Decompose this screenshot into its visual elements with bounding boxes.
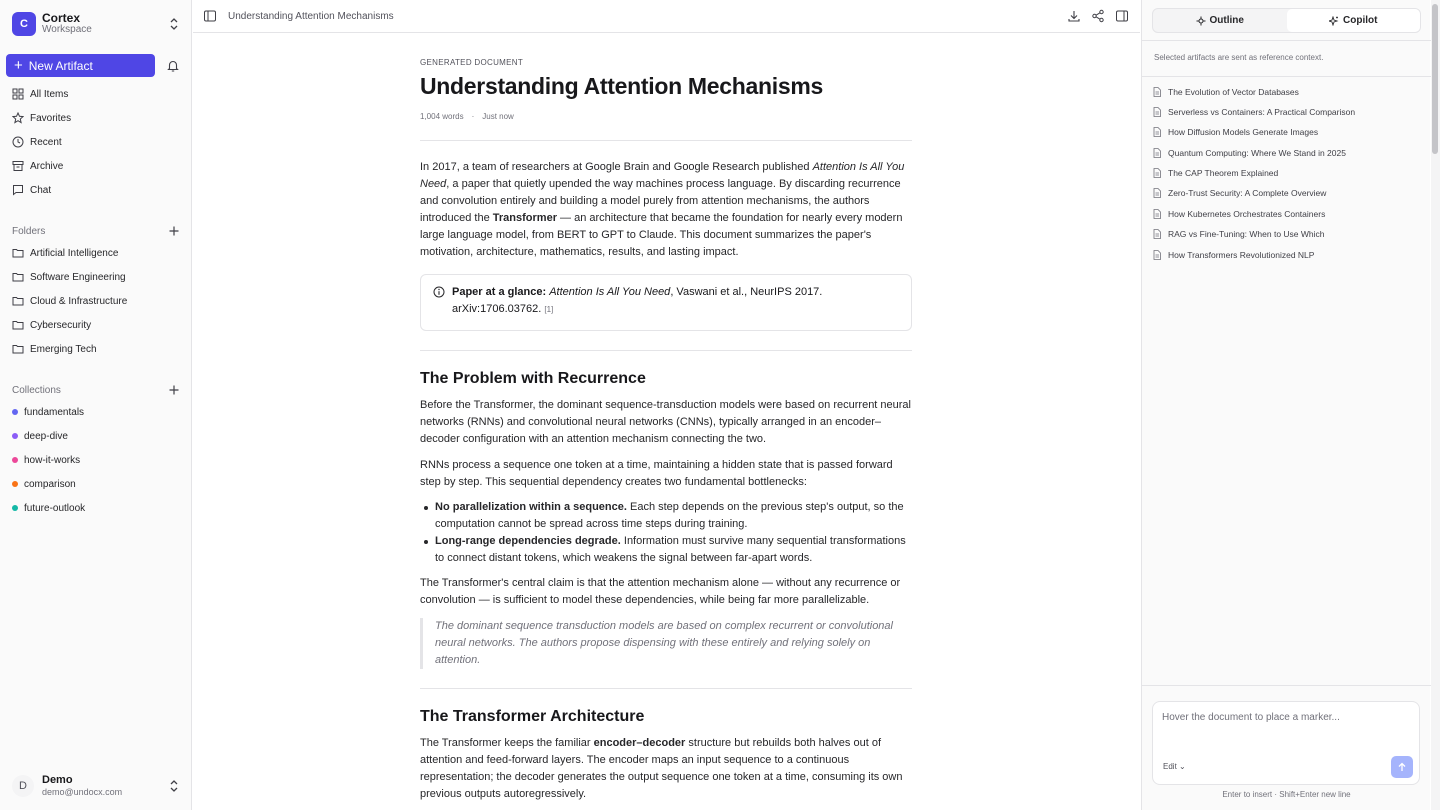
paragraph	[420, 735, 912, 803]
callout-citation: , Vaswani et al., NeurIPS 2017. arXiv:1706.03762.	[452, 286, 823, 315]
collections-heading: Collections	[12, 385, 61, 396]
collection-dot	[12, 457, 18, 463]
scrollbar[interactable]	[1431, 0, 1440, 810]
document-icon	[1152, 148, 1162, 158]
workspace-subtitle: Workspace	[42, 24, 92, 35]
tab-outline[interactable]	[1153, 9, 1287, 32]
collection-label: future-outlook	[24, 502, 86, 514]
folder-icon	[12, 343, 24, 355]
document-icon	[1152, 168, 1162, 178]
bullet-bold: Long-range dependencies degrade.	[435, 535, 621, 547]
download-icon[interactable]	[1067, 9, 1081, 23]
divider	[1142, 76, 1431, 77]
add-folder-icon[interactable]	[168, 225, 180, 237]
paragraph: Before the Transformer, the dominant sequence-transduction models were based on recurrent neural networks (RNNs) and convolutional neural networks (CNNs), typically arranged in an encoder–decoder configuration with an attention mechanism connecting the two.	[420, 399, 911, 445]
intro-paragraph	[420, 159, 912, 261]
arrow-up-icon	[1397, 762, 1407, 772]
star-icon	[12, 112, 24, 124]
top-bar	[193, 0, 1140, 33]
document	[420, 58, 912, 803]
add-collection-icon[interactable]	[168, 384, 180, 396]
paragraph: The Transformer's central claim is that the attention mechanism alone — without any recurrence or convolution — is sufficient to model these dependencies, while being far more parallelizable.	[420, 577, 901, 606]
nav-recent[interactable]	[12, 133, 62, 151]
collection-dot	[12, 505, 18, 511]
callout-paper: Attention Is All You Need	[549, 286, 671, 298]
folder-item[interactable]	[12, 340, 97, 358]
chevron-up-down-icon	[168, 16, 180, 32]
artifact-item[interactable]	[1152, 105, 1355, 119]
grid-icon	[12, 88, 24, 100]
tab-label: Copilot	[1343, 15, 1378, 26]
collection-item[interactable]	[12, 499, 85, 517]
scrollbar-thumb[interactable]	[1432, 4, 1438, 154]
collection-item[interactable]	[12, 475, 76, 493]
outline-icon	[1196, 16, 1206, 26]
mode-label: Edit	[1163, 762, 1177, 771]
sparkles-icon	[1329, 16, 1339, 26]
workspace-logo: C	[12, 12, 36, 36]
doc-eyebrow: GENERATED DOCUMENT	[420, 58, 524, 67]
text: structure but rebuilds both halves out of attention and feed-forward layers. The encoder maps an input sequence to a continuous representation; the decoder generates the output sequence one token at a time, consuming its own previous outputs autoregressively.	[420, 737, 903, 800]
folder-icon	[12, 295, 24, 307]
artifact-item[interactable]	[1152, 166, 1278, 180]
folders-heading: Folders	[12, 226, 46, 237]
document-icon	[1152, 87, 1162, 97]
footnote-ref[interactable]: [1]	[544, 305, 554, 314]
new-artifact-button[interactable]	[6, 54, 155, 77]
list-item	[435, 533, 912, 567]
user-email: demo@undocx.com	[42, 787, 123, 797]
text: The Transformer keeps the familiar	[420, 737, 594, 749]
blockquote: The dominant sequence transduction models are based on complex recurrent or convolutional neural networks. The authors propose dispensing with these entirely and relying solely on attention.	[420, 618, 912, 669]
plus-icon: +	[14, 57, 23, 74]
section-heading: The Problem with Recurrence	[420, 370, 646, 387]
artifact-title: How Kubernetes Orchestrates Containers	[1168, 209, 1326, 219]
folder-label: Artificial Intelligence	[30, 247, 119, 259]
user-menu[interactable]	[12, 772, 182, 800]
bullet-bold: No parallelization within a sequence.	[435, 501, 627, 513]
divider	[420, 350, 912, 351]
copilot-composer[interactable]	[1152, 701, 1420, 785]
collection-dot	[12, 409, 18, 415]
panel-tabs	[1152, 8, 1421, 33]
chat-icon	[12, 184, 24, 196]
collection-label: how-it-works	[24, 454, 81, 466]
breadcrumb: Understanding Attention Mechanisms	[228, 11, 394, 22]
collection-label: deep-dive	[24, 430, 68, 442]
doc-timestamp: Just now	[482, 112, 514, 121]
composer-input[interactable]: Hover the document to place a marker...	[1162, 712, 1340, 723]
composer-hint: Enter to insert · Shift+Enter new line	[1222, 790, 1351, 799]
workspace-switcher[interactable]	[12, 11, 182, 37]
bullet-text: Each step depends on the previous step's output, so the computation cannot be spread across time steps during training.	[435, 501, 904, 530]
folder-label: Software Engineering	[30, 271, 126, 283]
artifact-title: How Diffusion Models Generate Images	[1168, 127, 1319, 137]
user-name: Demo	[42, 774, 73, 786]
tab-copilot[interactable]	[1287, 9, 1421, 32]
paragraph: RNNs process a sequence one token at a time, maintaining a hidden state that is passed forward step by step. This sequential dependency creates two fundamental bottlenecks:	[420, 459, 893, 488]
artifact-title: The CAP Theorem Explained	[1168, 168, 1279, 178]
nav-label: Chat	[30, 184, 52, 196]
nav-label: Favorites	[30, 112, 72, 124]
section-heading: The Transformer Architecture	[420, 708, 645, 725]
divider	[1142, 685, 1431, 686]
share-icon[interactable]	[1091, 9, 1105, 23]
bell-icon[interactable]	[166, 59, 180, 73]
right-panel	[1141, 0, 1430, 810]
document-icon	[1152, 107, 1162, 117]
archive-icon	[12, 160, 24, 172]
bullet-text: Information must survive many sequential transformations to connect distant tokens, which weakens the signal between far-apart words.	[435, 535, 906, 564]
chevron-down-icon: ⌄	[1179, 762, 1186, 771]
folder-icon	[12, 271, 24, 283]
document-icon	[1152, 229, 1162, 239]
paper-title: Attention Is All You Need	[420, 161, 905, 190]
tab-label: Outline	[1209, 15, 1244, 26]
new-artifact-label: New Artifact	[28, 58, 93, 73]
artifact-title: RAG vs Fine-Tuning: When to Use Which	[1168, 229, 1325, 239]
artifact-title: Serverless vs Containers: A Practical Comparison	[1168, 107, 1356, 117]
toggle-panel-icon[interactable]	[1115, 9, 1129, 23]
nav-label: Archive	[30, 160, 64, 172]
artifact-item[interactable]	[1152, 85, 1299, 99]
collection-label: fundamentals	[24, 406, 85, 418]
collection-item[interactable]	[12, 451, 80, 469]
clock-icon	[12, 136, 24, 148]
collection-item[interactable]	[12, 427, 68, 445]
artifact-item[interactable]	[1152, 227, 1325, 241]
artifact-title: Zero-Trust Security: A Complete Overview	[1168, 188, 1327, 198]
document-icon	[1152, 250, 1162, 260]
divider	[420, 140, 912, 141]
bold-term: encoder–decoder	[593, 737, 686, 749]
collection-label: comparison	[24, 478, 76, 490]
callout-label: Paper at a glance:	[452, 286, 547, 298]
nav-label: All Items	[30, 88, 69, 100]
info-icon	[433, 286, 445, 298]
folder-item[interactable]	[12, 292, 127, 310]
artifact-item[interactable]	[1152, 125, 1318, 139]
folder-icon	[12, 247, 24, 259]
doc-title: Understanding Attention Mechanisms	[420, 73, 823, 99]
context-hint: Selected artifacts are sent as reference context.	[1154, 53, 1324, 62]
send-button[interactable]	[1391, 756, 1413, 778]
folder-icon	[12, 319, 24, 331]
artifact-item[interactable]	[1152, 207, 1325, 221]
artifact-title: Quantum Computing: Where We Stand in 2025	[1168, 148, 1346, 158]
divider	[1142, 40, 1431, 41]
info-callout	[420, 274, 912, 331]
nav-favorites[interactable]	[12, 109, 71, 127]
folder-item[interactable]	[12, 244, 118, 262]
workspace-name: Cortex	[42, 11, 81, 25]
text: , a paper that quietly upended the way machines process language. By discarding recurrence and convolution entirely and building a model purely from attention mechanisms, the authors introduced the	[420, 178, 901, 224]
artifact-title: How Transformers Revolutionized NLP	[1168, 250, 1315, 260]
collection-item[interactable]	[12, 403, 84, 421]
nav-label: Recent	[30, 136, 62, 148]
folder-label: Cloud & Infrastructure	[30, 295, 128, 307]
folder-item[interactable]	[12, 268, 126, 286]
bullet-list	[420, 499, 912, 567]
folder-item[interactable]	[12, 316, 91, 334]
document-icon	[1152, 127, 1162, 137]
divider	[420, 688, 912, 689]
document-icon	[1152, 209, 1162, 219]
mode-select[interactable]	[1163, 762, 1186, 771]
list-item	[435, 499, 912, 533]
nav-archive[interactable]	[12, 157, 63, 175]
bold-term: Transformer	[492, 212, 557, 224]
chevron-up-down-icon	[168, 778, 180, 794]
nav-chat[interactable]	[12, 181, 51, 199]
document-icon	[1152, 188, 1162, 198]
sidebar	[0, 0, 192, 810]
text: In 2017, a team of researchers at Google Brain and Google Research published	[420, 161, 813, 173]
collection-dot	[12, 481, 18, 487]
artifact-item[interactable]	[1152, 186, 1326, 200]
artifact-item[interactable]	[1152, 146, 1346, 160]
artifact-item[interactable]	[1152, 248, 1314, 262]
word-count: 1,004 words	[420, 112, 464, 121]
text: — an architecture that became the foundation for nearly every modern large language model, from BERT to GPT to Claude. This document summarizes the paper's motivation, architecture, mathematics, results, and lasting impact.	[420, 212, 903, 258]
doc-meta: 1,004 words · Just now	[420, 112, 514, 121]
folder-label: Cybersecurity	[30, 319, 92, 331]
folder-label: Emerging Tech	[30, 343, 97, 355]
avatar: D	[12, 775, 34, 797]
nav-all-items[interactable]	[12, 85, 68, 103]
collection-dot	[12, 433, 18, 439]
toggle-sidebar-icon[interactable]	[203, 9, 217, 23]
artifact-title: The Evolution of Vector Databases	[1168, 87, 1299, 97]
